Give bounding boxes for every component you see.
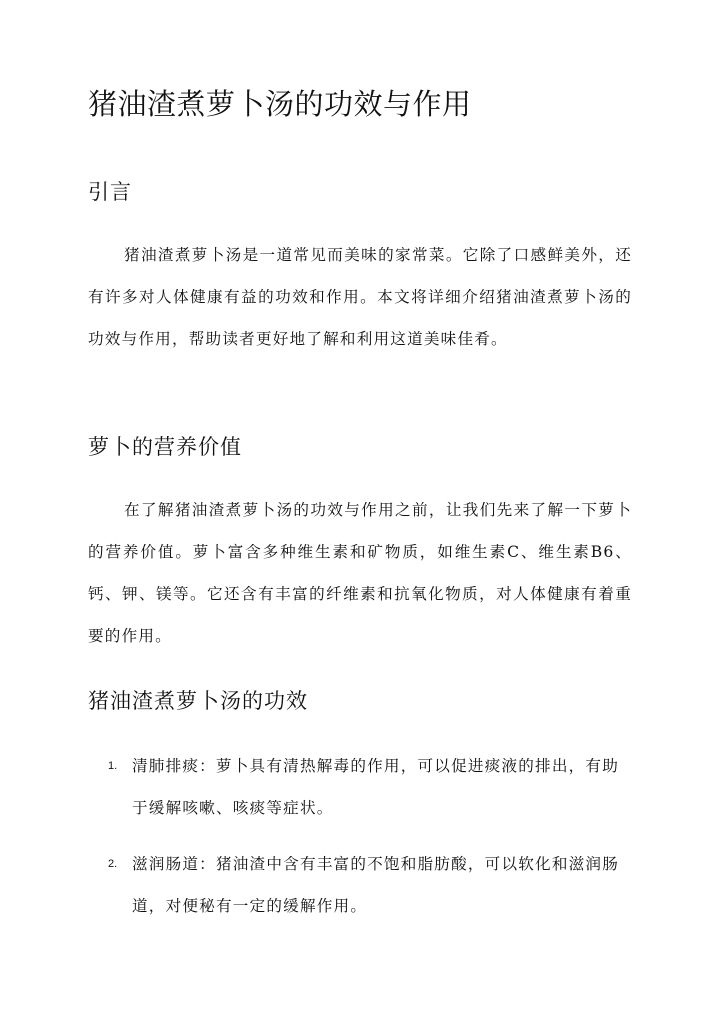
list-item — [88, 843, 632, 927]
section-heading-intro: 引言 — [88, 180, 132, 204]
list-item — [88, 745, 632, 829]
page-title: 猪油渣煮萝卜汤的功效与作用 — [88, 87, 472, 121]
benefits-list — [88, 745, 632, 927]
section-heading-nutrition: 萝卜的营养价值 — [88, 435, 242, 459]
list-item-number: 2. — [108, 858, 118, 870]
section-body-intro: 猪油渣煮萝卜汤是一道常见而美味的家常菜。它除了口感鲜美外，还有许多对人体健康有益的功效和作用。本文将详细介绍猪油渣煮萝卜汤的功效与作用，帮助读者更好地了解和利用这道美味佳肴。 — [88, 246, 632, 348]
section-heading-benefits: 猪油渣煮萝卜汤的功效 — [88, 689, 308, 713]
section-body-nutrition: 在了解猪油渣煮萝卜汤的功效与作用之前，让我们先来了解一下萝卜的营养价值。萝卜富含多种维生素和矿物质，如维生素C、维生素B6、钙、钾、镁等。它还含有丰富的纤维素和抗氧化物质，对人体健康有着重要的作用。 — [88, 501, 632, 645]
list-item-number: 1. — [108, 760, 118, 772]
list-item-text: 滋润肠道：猪油渣中含有丰富的不饱和脂肪酸，可以软化和滋润肠道，对便秘有一定的缓解作用。 — [132, 855, 620, 915]
list-item-text: 清肺排痰：萝卜具有清热解毒的作用，可以促进痰液的排出，有助于缓解咳嗽、咳痰等症状。 — [132, 757, 620, 817]
